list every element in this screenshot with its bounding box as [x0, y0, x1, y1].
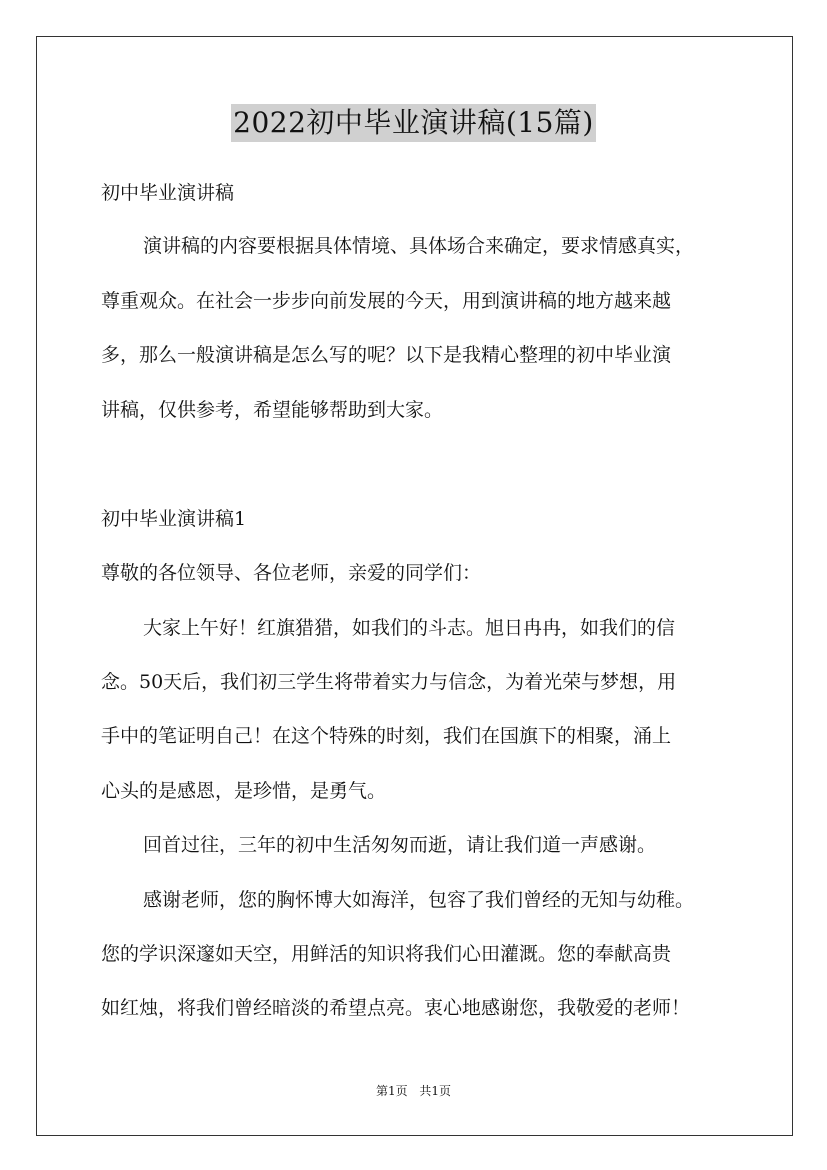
- intro-line: 尊重观众。在社会一步步向前发展的今天，用到演讲稿的地方越来越: [101, 290, 672, 312]
- paragraph-line: 念。50天后，我们初三学生将带着实力与信念，为着光荣与梦想，用: [101, 671, 677, 693]
- page-total: 共1页: [419, 1084, 452, 1098]
- document-title: 2022初中毕业演讲稿(15篇): [231, 104, 596, 142]
- page-footer: [0, 1082, 827, 1100]
- page-number: 第1页: [375, 1084, 408, 1098]
- paragraph-line: 回首过往，三年的初中生活匆匆而逝，请让我们道一声感谢。: [143, 834, 657, 856]
- salutation: 尊敬的各位领导、各位老师，亲爱的同学们：: [101, 562, 482, 584]
- paragraph-line: 手中的笔证明自己！在这个特殊的时刻，我们在国旗下的相聚，涌上: [101, 725, 672, 747]
- paragraph-line: 大家上午好！红旗猎猎，如我们的斗志。旭日冉冉，如我们的信: [143, 617, 676, 639]
- section-heading: 初中毕业演讲稿: [101, 182, 235, 204]
- speech-heading: 初中毕业演讲稿1: [101, 508, 247, 530]
- paragraph-line: 您的学识深邃如天空，用鲜活的知识将我们心田灌溉。您的奉献高贵: [101, 943, 672, 965]
- paragraph-line: 感谢老师，您的胸怀博大如海洋，包容了我们曾经的无知与幼稚。: [143, 889, 695, 911]
- paragraph-line: 如红烛，将我们曾经暗淡的希望点亮。衷心地感谢您，我敬爱的老师！: [101, 997, 691, 1019]
- intro-line: 多，那么一般演讲稿是怎么写的呢？以下是我精心整理的初中毕业演: [101, 344, 672, 366]
- intro-line: 演讲稿的内容要根据具体情境、具体场合来确定，要求情感真实，: [143, 235, 695, 257]
- title-container: [0, 104, 827, 142]
- intro-line: 讲稿，仅供参考，希望能够帮助到大家。: [101, 399, 444, 421]
- paragraph-line: 心头的是感恩，是珍惜，是勇气。: [101, 780, 387, 802]
